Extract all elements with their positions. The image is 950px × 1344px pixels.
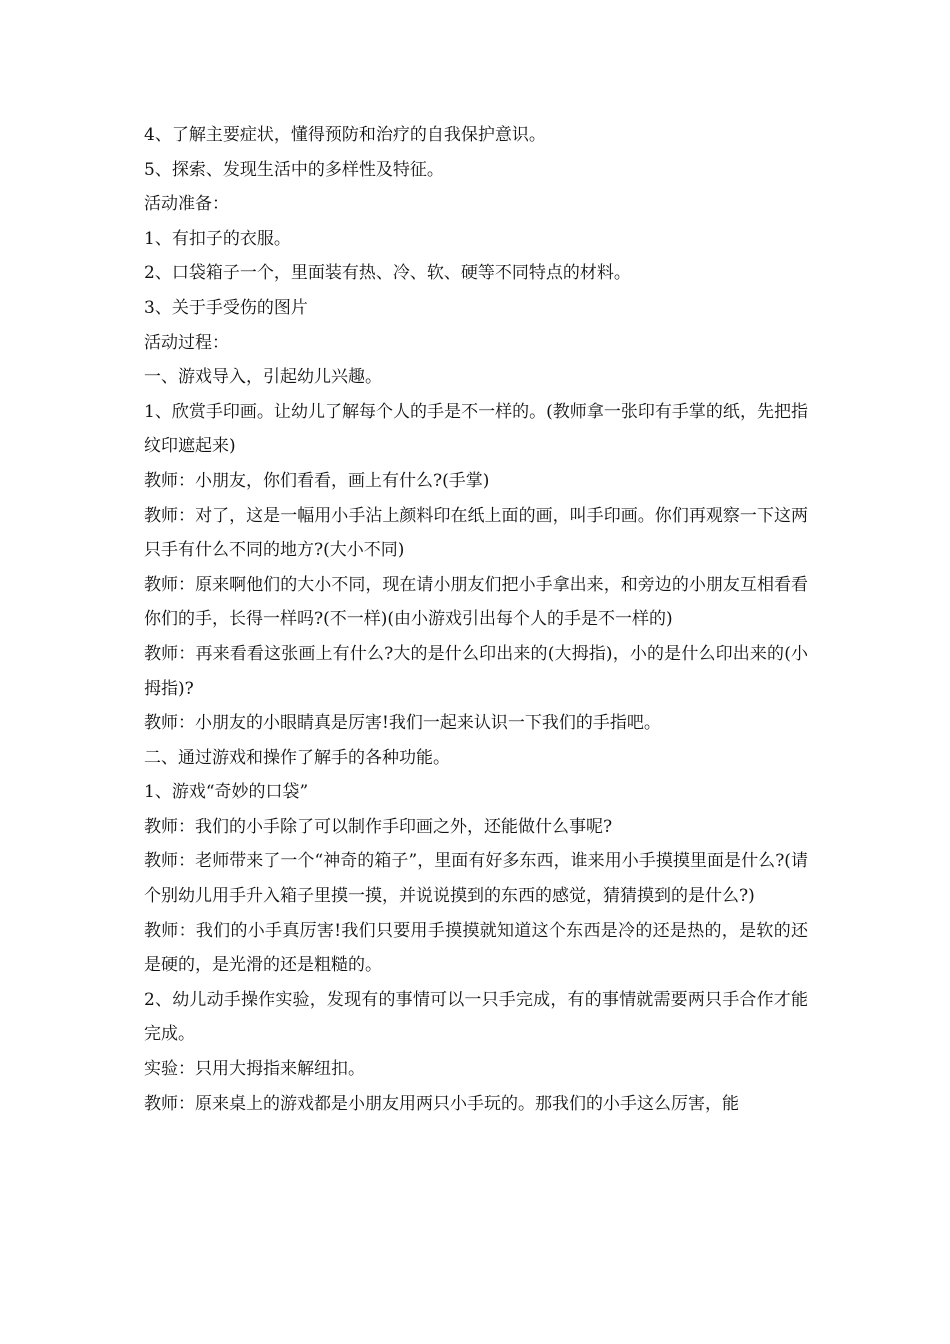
paragraph-teacher-7: 教师：老师带来了一个“神奇的箱子”，里面有好多东西，谁来用小手摸摸里面是什么?(请个别幼儿用手升入箱子里摸一摸，并说说摸到的东西的感觉，猜猜摸到的是什么?): [144, 851, 808, 907]
paragraph-teacher-5: 教师：小朋友的小眼睛真是厉害!我们一起来认识一下我们的手指吧。: [144, 713, 661, 734]
paragraph-prep-3: 3、关于手受伤的图片: [144, 297, 308, 318]
paragraph-experiment: 实验：只用大拇指来解纽扣。: [144, 1059, 365, 1080]
document-body: [144, 118, 808, 1121]
paragraph-teacher-4: 教师：再来看看这张画上有什么?大的是什么印出来的(大拇指)，小的是什么印出来的(小拇指)?: [144, 643, 808, 699]
paragraph-teacher-9: 教师：原来桌上的游戏都是小朋友用两只小手玩的。那我们的小手这么厉害，能: [144, 1093, 739, 1114]
paragraph-goal-5: 5、探索、发现生活中的多样性及特征。: [144, 159, 444, 180]
heading-process: 活动过程：: [144, 332, 229, 353]
section-heading-1: 一、游戏导入，引起幼儿兴趣。: [144, 367, 382, 388]
paragraph-prep-1: 1、有扣子的衣服。: [144, 228, 291, 249]
paragraph-teacher-1: 教师：小朋友，你们看看，画上有什么?(手掌): [144, 470, 490, 491]
section-heading-2: 二、通过游戏和操作了解手的各种功能。: [144, 747, 450, 768]
paragraph-teacher-8: 教师：我们的小手真厉害!我们只要用手摸摸就知道这个东西是冷的还是热的，是软的还是硬的，是光滑的还是粗糙的。: [144, 920, 808, 976]
paragraph-teacher-2: 教师：对了，这是一幅用小手沾上颜料印在纸上面的画，叫手印画。你们再观察一下这两只手有什么不同的地方?(大小不同): [144, 505, 808, 561]
paragraph-goal-4: 4、了解主要症状，懂得预防和治疗的自我保护意识。: [144, 125, 546, 145]
paragraph-prep-2: 2、口袋箱子一个，里面装有热、冷、软、硬等不同特点的材料。: [144, 263, 631, 284]
paragraph-step-1: 1、欣赏手印画。让幼儿了解每个人的手是不一样的。(教师拿一张印有手掌的纸，先把指纹印遮起来): [144, 401, 808, 457]
paragraph-step-2: 2、幼儿动手操作实验，发现有的事情可以一只手完成，有的事情就需要两只手合作才能完成。: [144, 989, 808, 1045]
heading-preparation: 活动准备：: [144, 194, 229, 215]
paragraph-game-1: 1、游戏“奇妙的口袋”: [144, 782, 309, 803]
paragraph-teacher-6: 教师：我们的小手除了可以制作手印画之外，还能做什么事呢?: [144, 816, 613, 837]
paragraph-teacher-3: 教师：原来啊他们的大小不同，现在请小朋友们把小手拿出来，和旁边的小朋友互相看看你们的手，长得一样吗?(不一样)(由小游戏引出每个人的手是不一样的): [144, 574, 808, 630]
